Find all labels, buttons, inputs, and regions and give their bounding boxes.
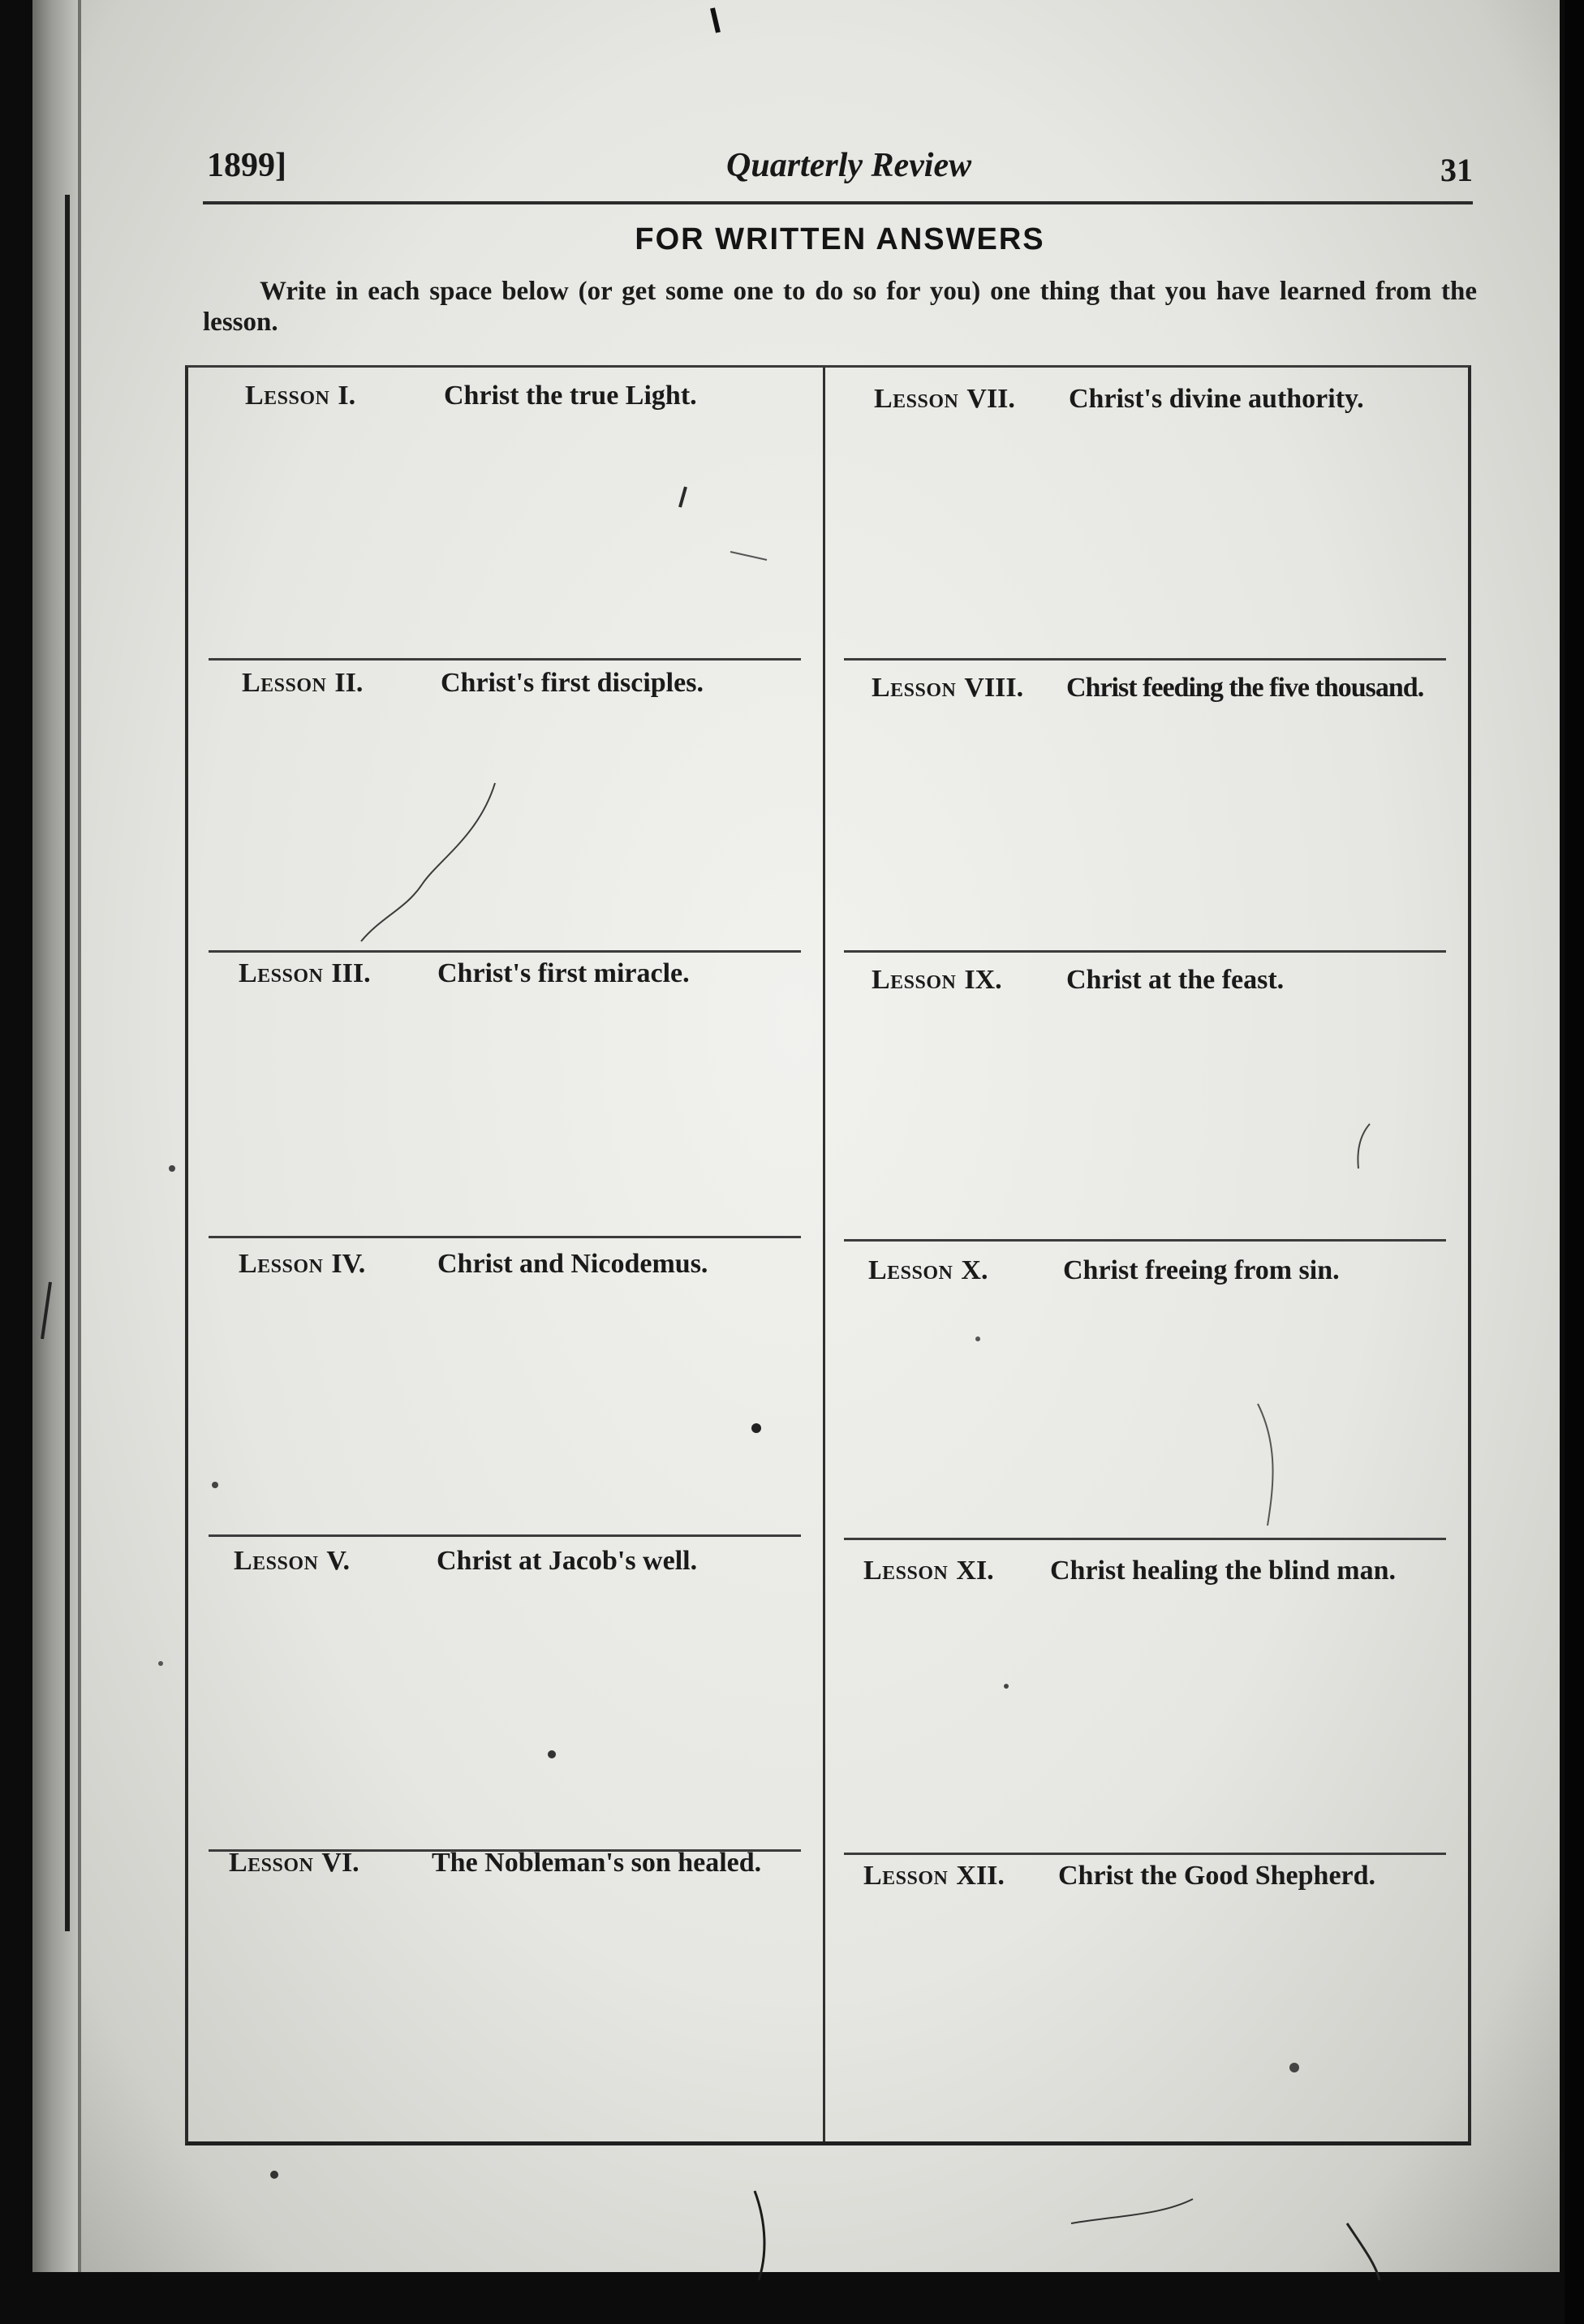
lesson-label: Lesson [863, 1556, 949, 1586]
lesson-label: Lesson [872, 965, 957, 995]
lesson-number: VII. [966, 384, 1015, 414]
lesson-number: IV. [331, 1249, 366, 1279]
lesson-label: Lesson [868, 1255, 953, 1285]
lesson-label: Lesson [239, 958, 324, 988]
lesson-topic: Christ's first disciples. [441, 668, 704, 698]
lesson-topic: Christ freeing from sin. [1063, 1255, 1340, 1285]
lesson-topic: Christ the true Light. [444, 381, 697, 411]
lesson-number: V. [326, 1546, 351, 1576]
lesson-number: XII. [956, 1861, 1005, 1891]
page-number: 31 [1440, 152, 1473, 188]
lesson-topic: The Nobleman's son healed. [432, 1848, 762, 1878]
lesson-number: X. [961, 1255, 988, 1285]
header-year: 1899] [207, 147, 286, 184]
instruction-text: Write in each space below (or get some one to do so for you) one thing that you have learned from the lesson. [203, 277, 1477, 337]
lesson-topic: Christ healing the blind man. [1050, 1556, 1397, 1586]
lesson-topic: Christ at Jacob's well. [437, 1546, 698, 1576]
lesson-number: IX. [964, 965, 1002, 995]
lesson-topic: Christ at the feast. [1066, 965, 1285, 995]
lesson-topic: Christ the Good Shepherd. [1058, 1861, 1376, 1891]
lesson-label: Lesson [239, 1249, 324, 1279]
lesson-number: II. [334, 668, 364, 698]
lesson-label: Lesson [874, 384, 959, 414]
section-heading: FOR WRITTEN ANSWERS [635, 222, 1045, 256]
lesson-label: Lesson [242, 668, 327, 698]
lesson-number: VIII. [964, 673, 1024, 703]
lesson-topic: Christ and Nicodemus. [437, 1249, 708, 1279]
lesson-label: Lesson [234, 1546, 319, 1576]
lesson-number: III. [331, 958, 371, 988]
lesson-label: Lesson [245, 381, 330, 411]
lesson-topic: Christ feeding the five thousand. [1066, 673, 1424, 703]
lesson-label: Lesson [863, 1861, 949, 1891]
lesson-number: VI. [321, 1848, 359, 1878]
lesson-topic: Christ's first miracle. [437, 958, 690, 988]
lesson-number: I. [338, 381, 356, 411]
header-title: Quarterly Review [726, 147, 972, 184]
lesson-label: Lesson [872, 673, 957, 703]
lesson-label: Lesson [229, 1848, 314, 1878]
lesson-topic: Christ's divine authority. [1069, 384, 1364, 414]
lesson-number: XI. [956, 1556, 994, 1586]
